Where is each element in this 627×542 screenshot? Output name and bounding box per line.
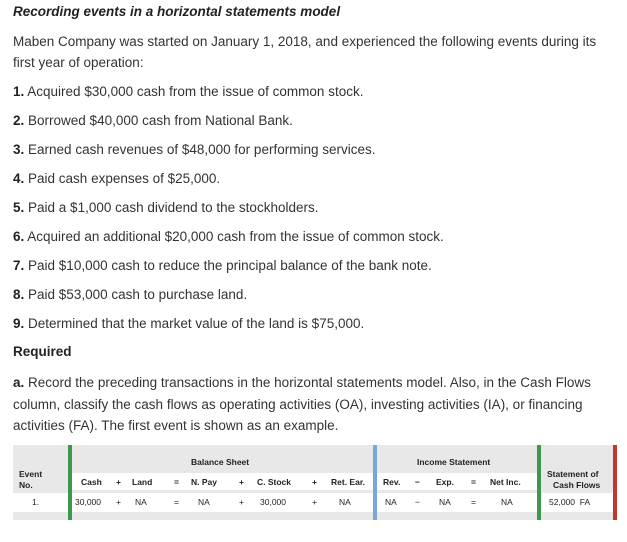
event-number: 8.: [13, 287, 25, 302]
cash-header: Cash: [81, 477, 102, 487]
required-text: [13, 372, 619, 437]
event-item-1: [13, 84, 363, 99]
net-income-header: Net Inc.: [490, 477, 521, 487]
land-header: Land: [132, 477, 153, 487]
revenue-header: Rev.: [383, 477, 401, 487]
event-number: 6.: [13, 229, 25, 244]
event-number: 5.: [13, 200, 25, 215]
minus-sign: −: [415, 477, 420, 487]
land-value: NA: [135, 497, 147, 507]
plus-sign: +: [239, 497, 244, 507]
cash-value: 30,000: [75, 497, 101, 507]
expenses-header: Exp.: [436, 477, 454, 487]
event-item-4: [13, 171, 220, 186]
event-item-6: [13, 229, 444, 244]
horizontal-statements-model: [13, 445, 617, 520]
event-text: Paid a $1,000 cash dividend to the stockholders.: [28, 200, 319, 215]
event-value-row: [13, 493, 68, 512]
event-text: Paid $53,000 cash to purchase land.: [28, 287, 248, 302]
equals-sign: =: [471, 497, 476, 507]
event-item-3: [13, 142, 375, 157]
event-no-header: No.: [19, 480, 33, 490]
equals-sign: =: [174, 497, 179, 507]
event-item-9: [13, 316, 364, 331]
notes-payable-value: NA: [198, 497, 210, 507]
plus-sign: +: [116, 497, 121, 507]
plus-sign: +: [312, 497, 317, 507]
net-income-value: NA: [501, 497, 513, 507]
event-item-8: [13, 287, 247, 302]
required-label: a.: [13, 375, 25, 390]
minus-sign: −: [415, 497, 420, 507]
event-text: Acquired $30,000 cash from the issue of common stock.: [27, 84, 364, 99]
equals-sign: =: [174, 477, 179, 487]
event-header: Event: [19, 469, 43, 479]
event-text: Paid cash expenses of $25,000.: [28, 171, 221, 186]
required-body: Record the preceding transactions in the horizontal statements model. Also, in the Cash Flows column, classify the cash flows as operating activities (OA), investing activities (IA), or financing activities (FA). The first event is shown as an example.: [13, 375, 591, 433]
event-number: 2.: [13, 113, 25, 128]
event-number: 4.: [13, 171, 25, 186]
event-text: Borrowed $40,000 cash from National Bank.: [28, 113, 293, 128]
event-number: 1.: [13, 84, 25, 99]
expenses-value: NA: [439, 497, 451, 507]
plus-sign: +: [116, 477, 121, 487]
balance-sheet-title: Balance Sheet: [191, 457, 250, 467]
cash-flows-subtitle: Cash Flows: [553, 480, 601, 490]
income-statement-value-row: [377, 493, 537, 512]
income-statement-title: Income Statement: [417, 457, 491, 467]
retained-earnings-value: NA: [339, 497, 351, 507]
plus-sign: +: [312, 477, 317, 487]
notes-payable-header: N. Pay: [191, 477, 217, 487]
required-heading: Required: [13, 344, 72, 359]
plus-sign: +: [239, 477, 244, 487]
cash-flows-title: Statement of: [547, 469, 599, 479]
retained-earnings-header: Ret. Ear.: [331, 477, 366, 487]
red-divider: [613, 445, 617, 520]
event-text: Determined that the market value of the land is $75,000.: [28, 316, 365, 331]
event-number: 3.: [13, 142, 25, 157]
event-number: 9.: [13, 316, 25, 331]
event-item-2: [13, 113, 293, 128]
cash-flow-value: 52,000 FA: [549, 497, 591, 507]
page-title: Recording events in a horizontal statements model: [13, 4, 341, 19]
common-stock-value: 30,000: [260, 497, 286, 507]
intro-text: Maben Company was started on January 1, 2018, and experienced the following events during its first year of operation:: [13, 34, 597, 70]
equals-sign: =: [471, 477, 476, 487]
event-value: 1.: [32, 497, 40, 507]
revenue-value: NA: [385, 497, 397, 507]
event-text: Acquired an additional $20,000 cash from the issue of common stock.: [27, 229, 444, 244]
event-text: Earned cash revenues of $48,000 for performing services.: [28, 142, 376, 157]
common-stock-header: C. Stock: [257, 477, 292, 487]
event-item-5: [13, 200, 318, 215]
event-item-7: [13, 258, 432, 273]
event-text: Paid $10,000 cash to reduce the principal balance of the bank note.: [28, 258, 432, 273]
event-number: 7.: [13, 258, 25, 273]
